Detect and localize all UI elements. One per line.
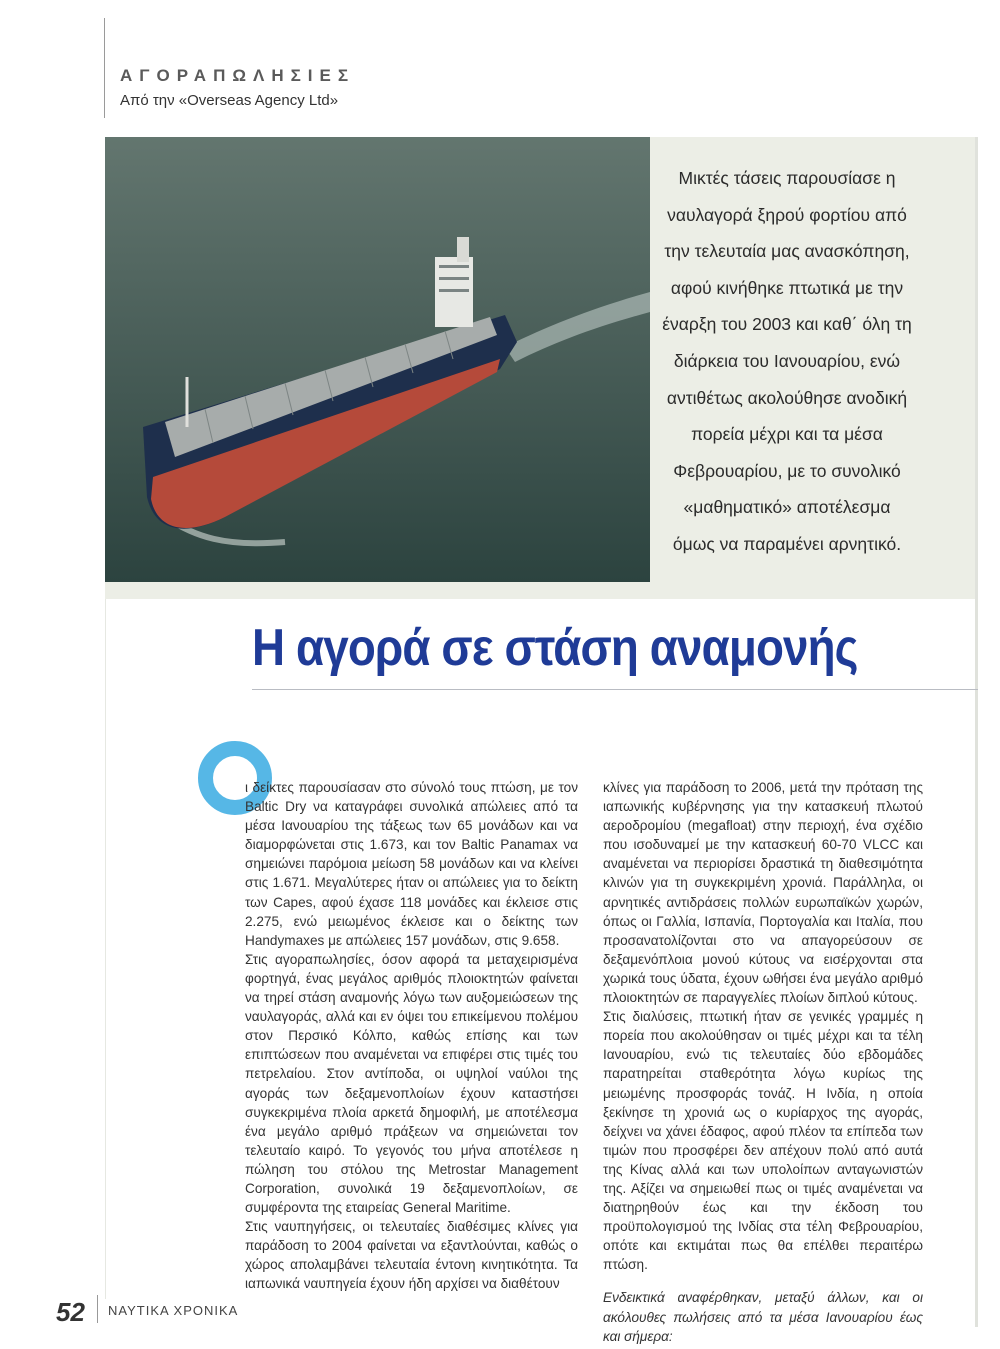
footer-divider xyxy=(97,1295,98,1323)
right-edge-rule xyxy=(975,137,978,1327)
article-column-2 xyxy=(603,778,923,1346)
col2-paragraph-2: Στις διαλύσεις, πτωτική ήταν σε γενικές γραμμές η πορεία που ακολούθησαν οι τιμές μέχρι και τα τέλη Ιανουαρίου, ενώ τις τελευταίες δύο εβδομάδες παρατηρείται σταθερότητα λόγω κυρίως της μειωμένης προσφοράς τονάζ. Η Ινδία, η οποία ξεκίνησε τη χρονιά ως ο κυρίαρχος της αγοράς, δείχνει να χάνει έδαφος, αφού πλέον τα επίπεδα των τιμών που προσφέρει δεν απέχουν πολύ από αυτά της Κίνας αλλά και των υπολοίπων ανταγωνιστών της. Αξίζει να σημειωθεί πως οι τιμές αναμένεται να διατηρηθούν έως και την έκδοση του προϋπολογισμού της Ινδίας στα τέλη Φεβρουαρίου, οπότε και εκτιμάται πως θα επέλθει περαιτέρω πτώση. xyxy=(603,1009,923,1273)
col1-paragraph-1: ι δείκτες παρουσίασαν στο σύνολό τους πτώση, με τον Baltic Dry να καταγράφει συνολικά απώλειες από τα μέσα Ιανουαρίου της τάξεως των 65 μονάδων και να διαμορφώνεται στις 1.673, και τον Baltic Panamax να σημειώνει παρόμοια μείωση 58 μονάδων και να κλείνει στις 1.671. Μεγαλύτερες ήταν οι απώλειες για το δείκτη των Capes, αφού έχασε 118 μονάδες και έκλεισε στις 2.275, ενώ μειωμένος έκλεισε και ο δείκτης των Handymaxes με απώλειες 157 μονάδων, στις 9.658. xyxy=(245,780,578,948)
header-divider xyxy=(104,18,105,118)
magazine-title: ΝΑΥΤΙΚΑ ΧΡΟΝΙΚΑ xyxy=(108,1303,239,1318)
col1-paragraph-2: Στις αγοραπωλησίες, όσον αφορά τα μεταχειρισμένα φορτηγά, ένας μεγάλος αριθμός πλοιοκτητών φαίνεται να τηρεί στάση αναμονής λόγω των αυξομειώσεων της ναυλαγοράς, αλλά και εν όψει του επικείμενου πολέμου στον Περσικό Κόλπο, καθώς επίσης και των επιπτώσεων που αναμένεται να επιφέρει στις τιμές του πετρελαίου. Στον αντίποδα, οι υψηλοί ναύλοι της αγοράς των δεξαμενοπλοίων έχουν καταστήσει συγκεκριμένα πλοία αρκετά δημοφιλή, με αποτέλεσμα ένα μεγάλο αριθμό πράξεων να σημειώνεται τον τελευταίο καιρό. Το γεγονός του μήνα αποτέλεσε η πώληση του στόλου της Metrostar Management Corporation, συνολικά 19 δεξαμενοπλοίων, σε συμφέροντα της εταιρείας General Maritime. xyxy=(245,951,578,1216)
col2-paragraph-1: κλίνες για παράδοση το 2006, μετά την πρόταση της ιαπωνικής κυβέρνησης για την κατασκευή πλωτού αεροδρομίου (megafloat) στην περιοχή, ένα σχέδιο που ισοδυναμεί με την κατασκευή 60-70 VLCC και αναμένεται να περιορίσει δραστικά τη διαθεσιμότητα κλινών για τη συγκεκριμένη χρονιά. Παράλληλα, οι αρνητικές αντιδράσεις πολλών ευρωπαϊκών χωρών, όπως οι Γαλλία, Ισπανία, Πορτογαλία και Ιταλία, που προσανατολίζονται στο να απαγορεύσουν σε δεξαμενόπλοια μονού κύτους να εισέρχονται στα χωρικά τους ύδατα, έχουν ωθήσει ένα μεγάλο αριθμό πλοιοκτητών σε παραγγελίες πλοίων διπλού κύτους. xyxy=(603,780,923,1006)
ship-photo xyxy=(105,137,650,582)
page-number: 52 xyxy=(56,1297,85,1327)
col1-paragraph-3: Στις ναυπηγήσεις, οι τελευταίες διαθέσιμες κλίνες για παράδοση το 2004 φαίνεται να εξαντλούνται, καθώς ο χώρος απολαμβάνει τελευταία έντονη κινητικότητα. Τα ιαπωνικά ναυπηγεία έχουν ήδη αρχίσει να διαθέτουν xyxy=(245,1219,578,1292)
article-column-1 xyxy=(245,778,578,1294)
lead-text: Μικτές τάσεις παρουσίασε η ναυλαγορά ξηρού φορτίου από την τελευταία μας ανασκόπηση, αφού κινήθηκε πτωτικά με την έναρξη του 2003 και καθ΄ όλη τη διάρκεια του Ιανουαρίου, ενώ αντιθέτως ακολούθησε ανοδική πορεία μέχρι και τα μέσα Φεβρουαρίου, με το συνολικό «μαθηματικό» αποτέλεσμα όμως να παραμένει αρνητικό. xyxy=(662,168,912,554)
col2-paragraph-3: Ενδεικτικά αναφέρθηκαν, μεταξύ άλλων, και οι ακόλουθες πωλήσεις από τα μέσα Ιανουαρίου έως και σήμερα: xyxy=(603,1290,923,1344)
headline-rule xyxy=(252,689,978,690)
section-source: Από την «Overseas Agency Ltd» xyxy=(120,92,339,109)
left-rule xyxy=(105,599,106,1299)
lead-paragraph xyxy=(662,160,912,563)
article-headline: Η αγορά σε στάση αναμονής xyxy=(252,619,858,677)
container-ship-illustration xyxy=(105,137,650,582)
section-title: ΑΓΟΡΑΠΩΛΗΣΙΕΣ xyxy=(120,66,356,85)
